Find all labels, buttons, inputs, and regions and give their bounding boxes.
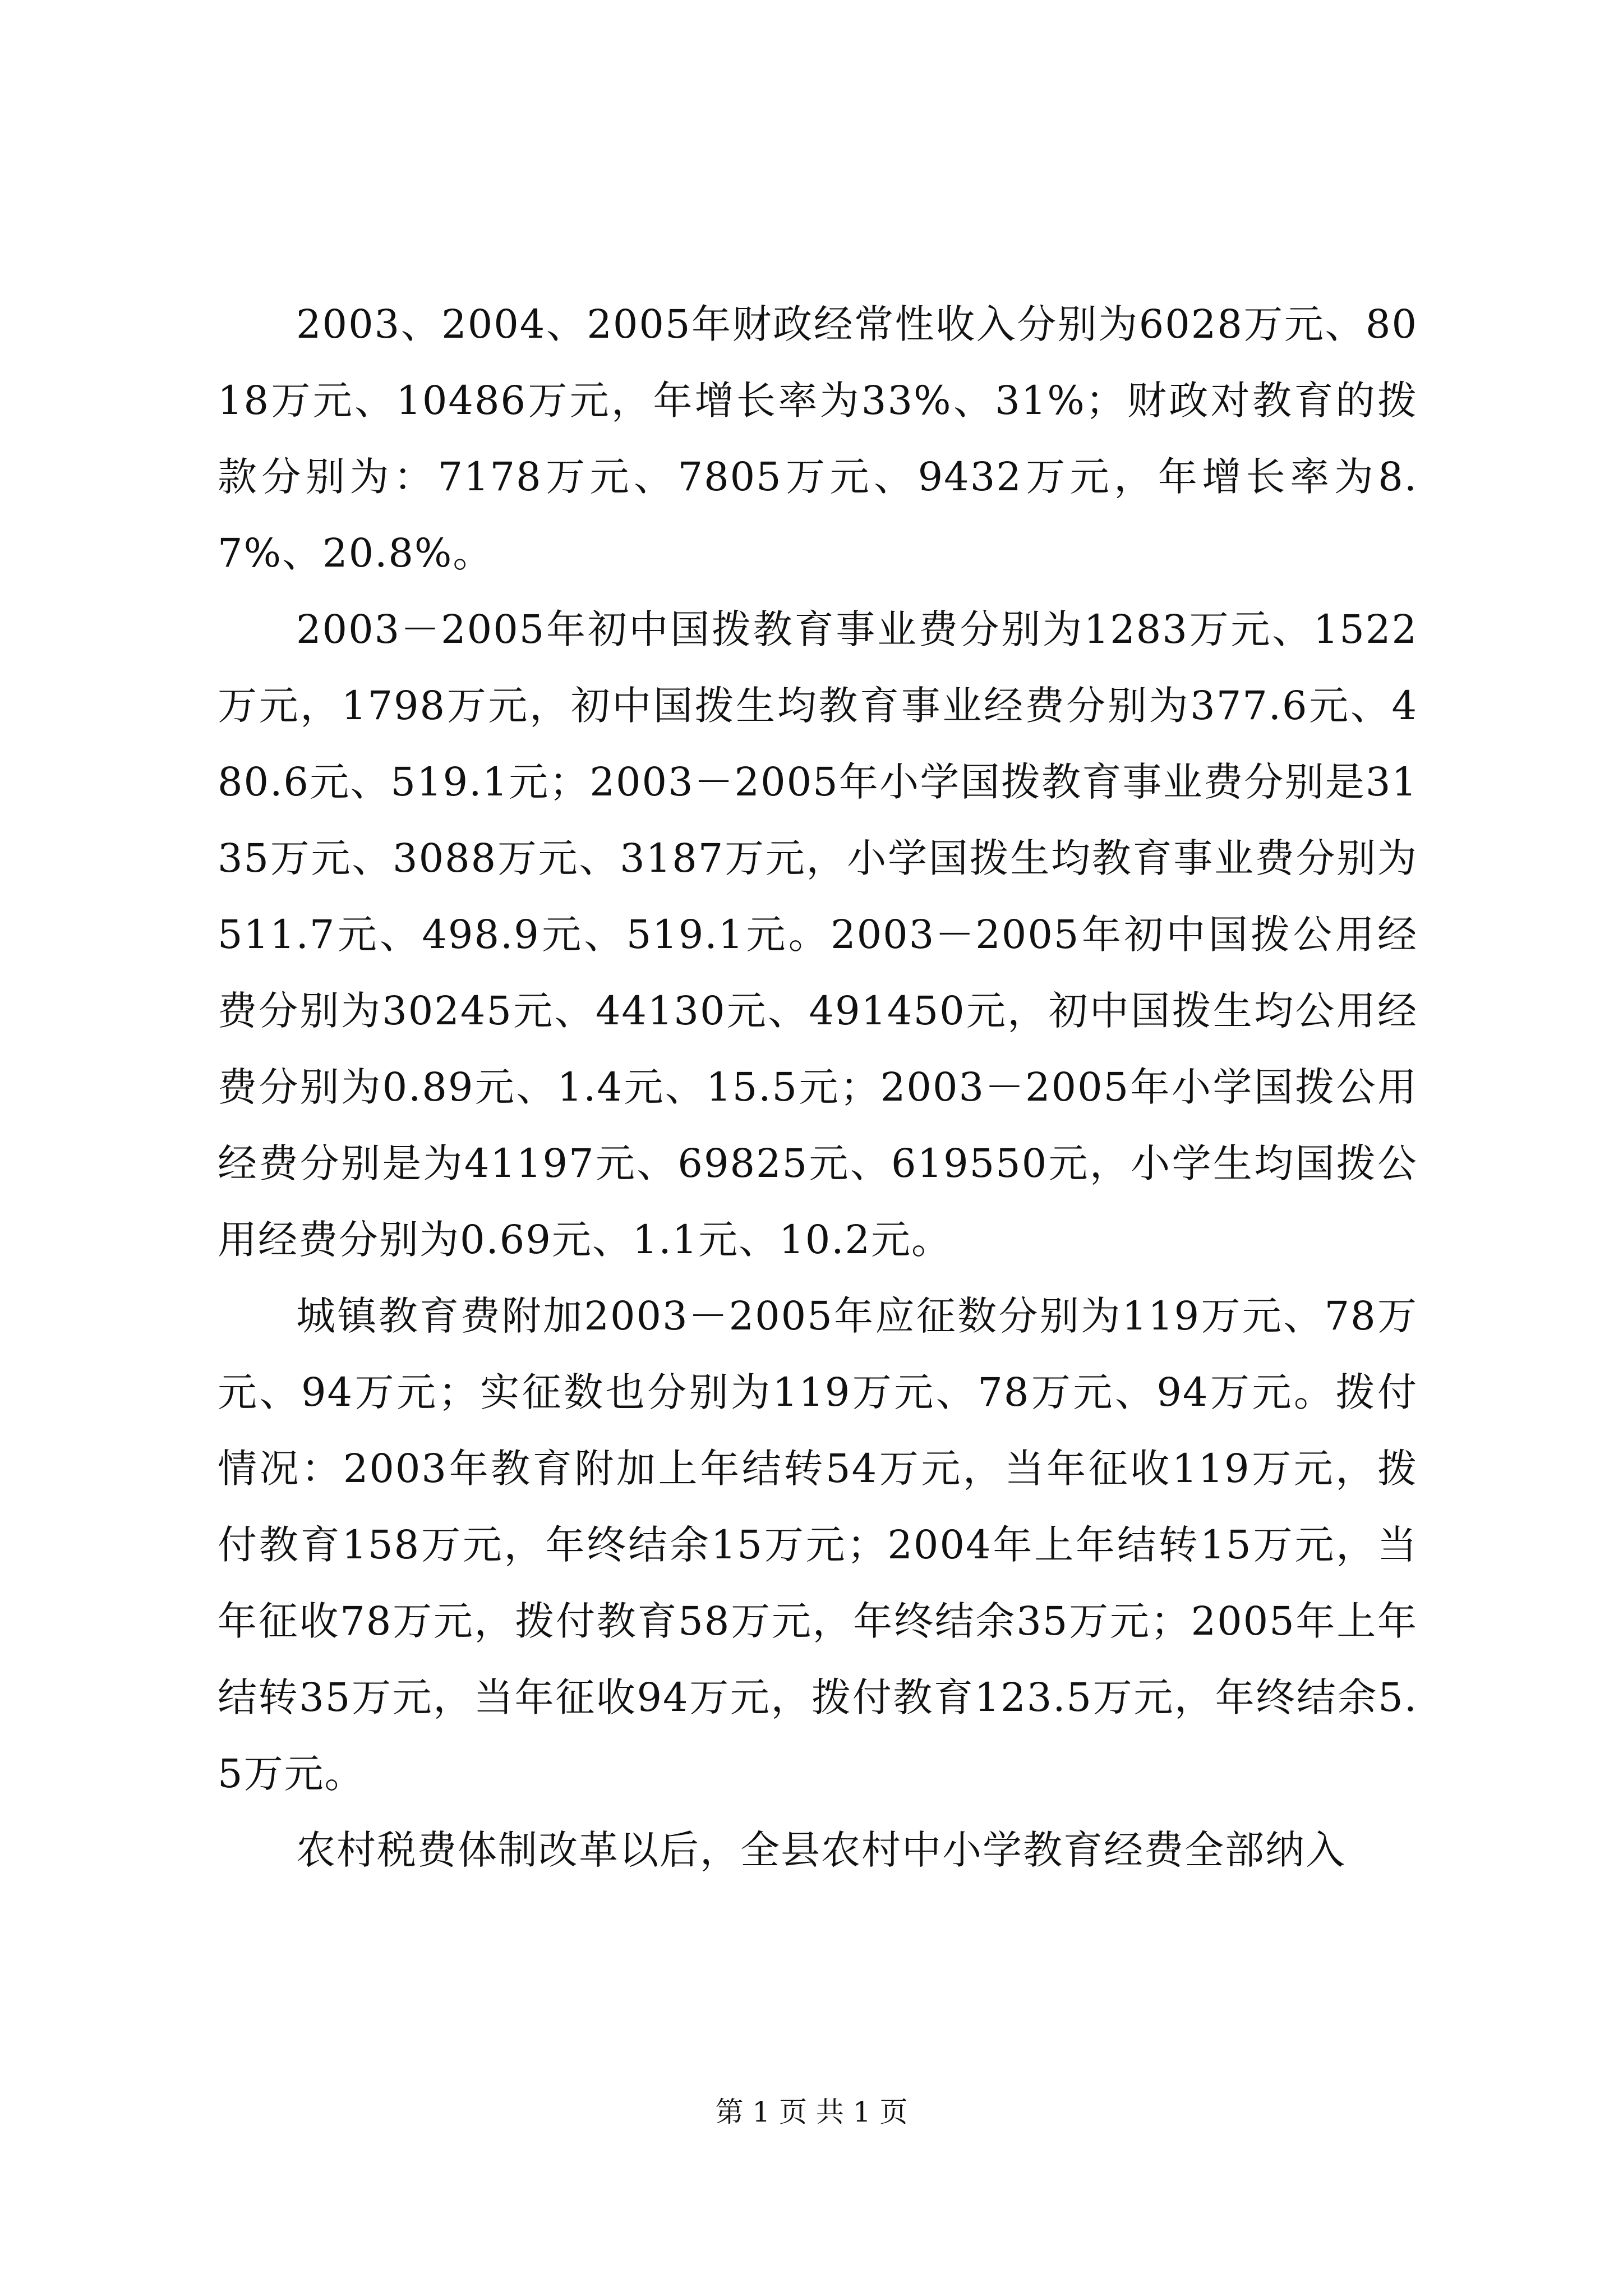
document-body xyxy=(218,286,1418,1888)
paragraph-rural-tax-reform: 农村税费体制改革以后，全县农村中小学教育经费全部纳入 xyxy=(296,1827,1346,1873)
paragraph-education-funding: 2003－2005年初中国拨教育事业费分别为1283万元、1522万元，1798万元，初中国拨生均教育事业经费分别为377.6元、480.6元、519.1元；2003－2005年小学国拨教育事业费分别是3135万元、3088万元、3187万元，小学国拨生均教育事业费分别为511.7元、498.9元、519.1元。2003－2005年初中国拨公用经费分别为30245元、44130元、491450元，初中国拨生均公用经费分别为0.89元、1.4元、15.5元；2003－2005年小学国拨公用经费分别是为41197元、69825元、619550元，小学生均国拨公用经费分别为0.69元、1.1元、10.2元。 xyxy=(218,606,1418,1263)
page-footer: 第 1 页 共 1 页 xyxy=(715,2096,908,2128)
paragraph-education-surcharge: 城镇教育费附加2003－2005年应征数分别为119万元、78万元、94万元；实征数也分别为119万元、78万元、94万元。拨付情况：2003年教育附加上年结转54万元，当年征收119万元，拨付教育158万元，年终结余15万元；2004年上年结转15万元，当年征收78万元，拨付教育58万元，年终结余35万元；2005年上年结转35万元，当年征收94万元，拨付教育123.5万元，年终结余5.5万元。 xyxy=(218,1293,1418,1797)
paragraph-fiscal-revenue: 2003、2004、2005年财政经常性收入分别为6028万元、8018万元、10486万元，年增长率为33%、31%；财政对教育的拨款分别为：7178万元、7805万元、9432万元，年增长率为8.7%、20.8%。 xyxy=(218,301,1418,576)
